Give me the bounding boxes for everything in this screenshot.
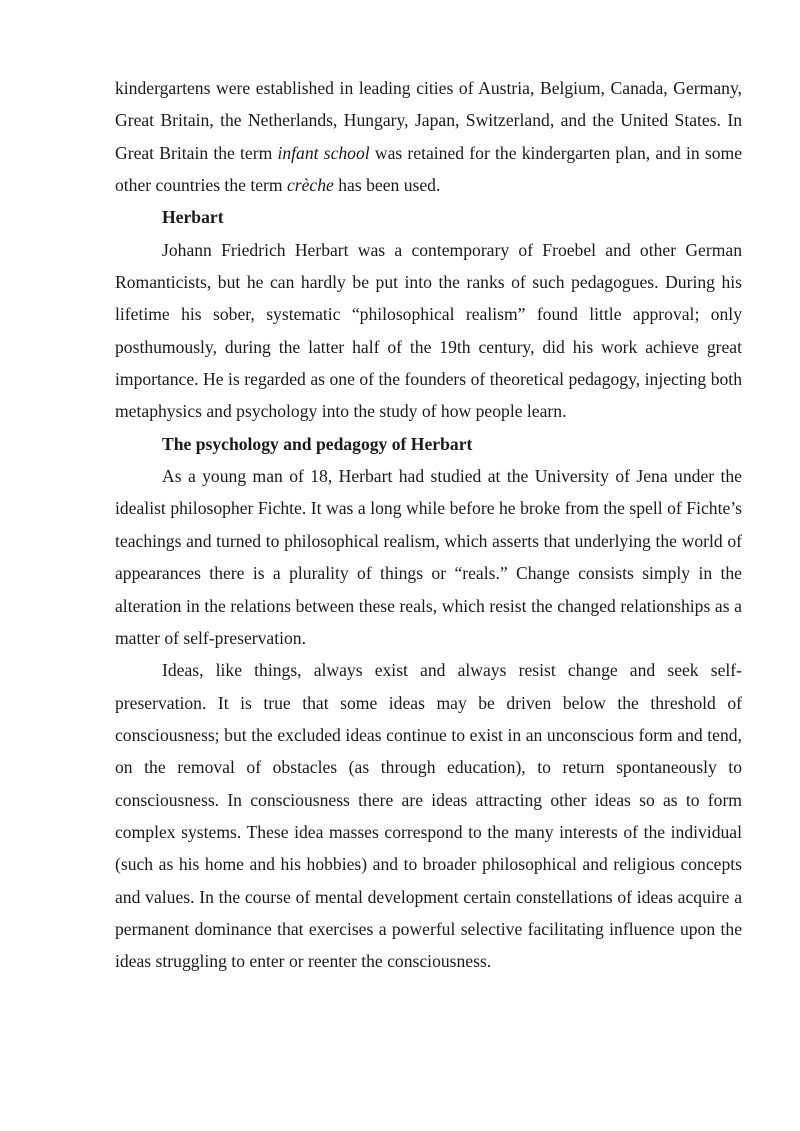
document-page bbox=[115, 72, 742, 978]
paragraph-herbart-intro: Johann Friedrich Herbart was a contemporary of Froebel and other German Romanticists, but he can hardly be put into the ranks of such pedagogues. During his lifetime his sober, systematic “philosophical realism” found little approval; only posthumously, during the latter half of the 19th century, did his work achieve great importance. He is regarded as one of the founders of theoretical pedagogy, injecting both metaphysics and psychology into the study of how people learn. bbox=[115, 239, 742, 422]
term-infant-school: infant school bbox=[277, 142, 370, 163]
section-heading-herbart: Herbart bbox=[162, 207, 224, 228]
paragraph-text: was retained for the kindergarten plan, and in some other countries the term bbox=[115, 142, 742, 196]
section-heading-psychology-pedagogy: The psychology and pedagogy of Herbart bbox=[162, 433, 473, 454]
paragraph-text: has been used. bbox=[333, 175, 441, 196]
paragraph-fichte: As a young man of 18, Herbart had studied at the University of Jena under the idealist philosopher Fichte. It was a long while before he broke from the spell of Fichte’s teachings and turned to philosophical realism, which asserts that underlying the world of appearances there is a plurality of things or “reals.” Change consists simply in the alteration in the relations between these reals, which resist the changed relationships as a matter of self-preservation. bbox=[115, 466, 742, 648]
term-creche: crèche bbox=[286, 175, 334, 196]
paragraph-text: kindergartens were established in leading cities of Austria, Belgium, Canada, Germany, Great Britain, the Netherlands, Hungary, Japan, Switzerland, and the United States. In Great Britain the term bbox=[115, 78, 742, 163]
paragraph-kindergartens bbox=[115, 72, 742, 201]
paragraph-ideas: Ideas, like things, always exist and always resist change and seek self-preservation. It is true that some ideas may be driven below the threshold of consciousness; but the excluded ideas continue to exist in an unconscious form and tend, on the removal of obstacles (as through education), to return spontaneously to consciousness. In consciousness there are ideas attracting other ideas so as to form complex systems. These idea masses correspond to the many interests of the individual (such as his home and his hobbies) and to broader philosophical and religious concepts and values. In the course of mental development certain constellations of ideas acquire a permanent dominance that exercises a powerful selective facilitating influence upon the ideas struggling to enter or reenter the consciousness. bbox=[115, 660, 742, 972]
